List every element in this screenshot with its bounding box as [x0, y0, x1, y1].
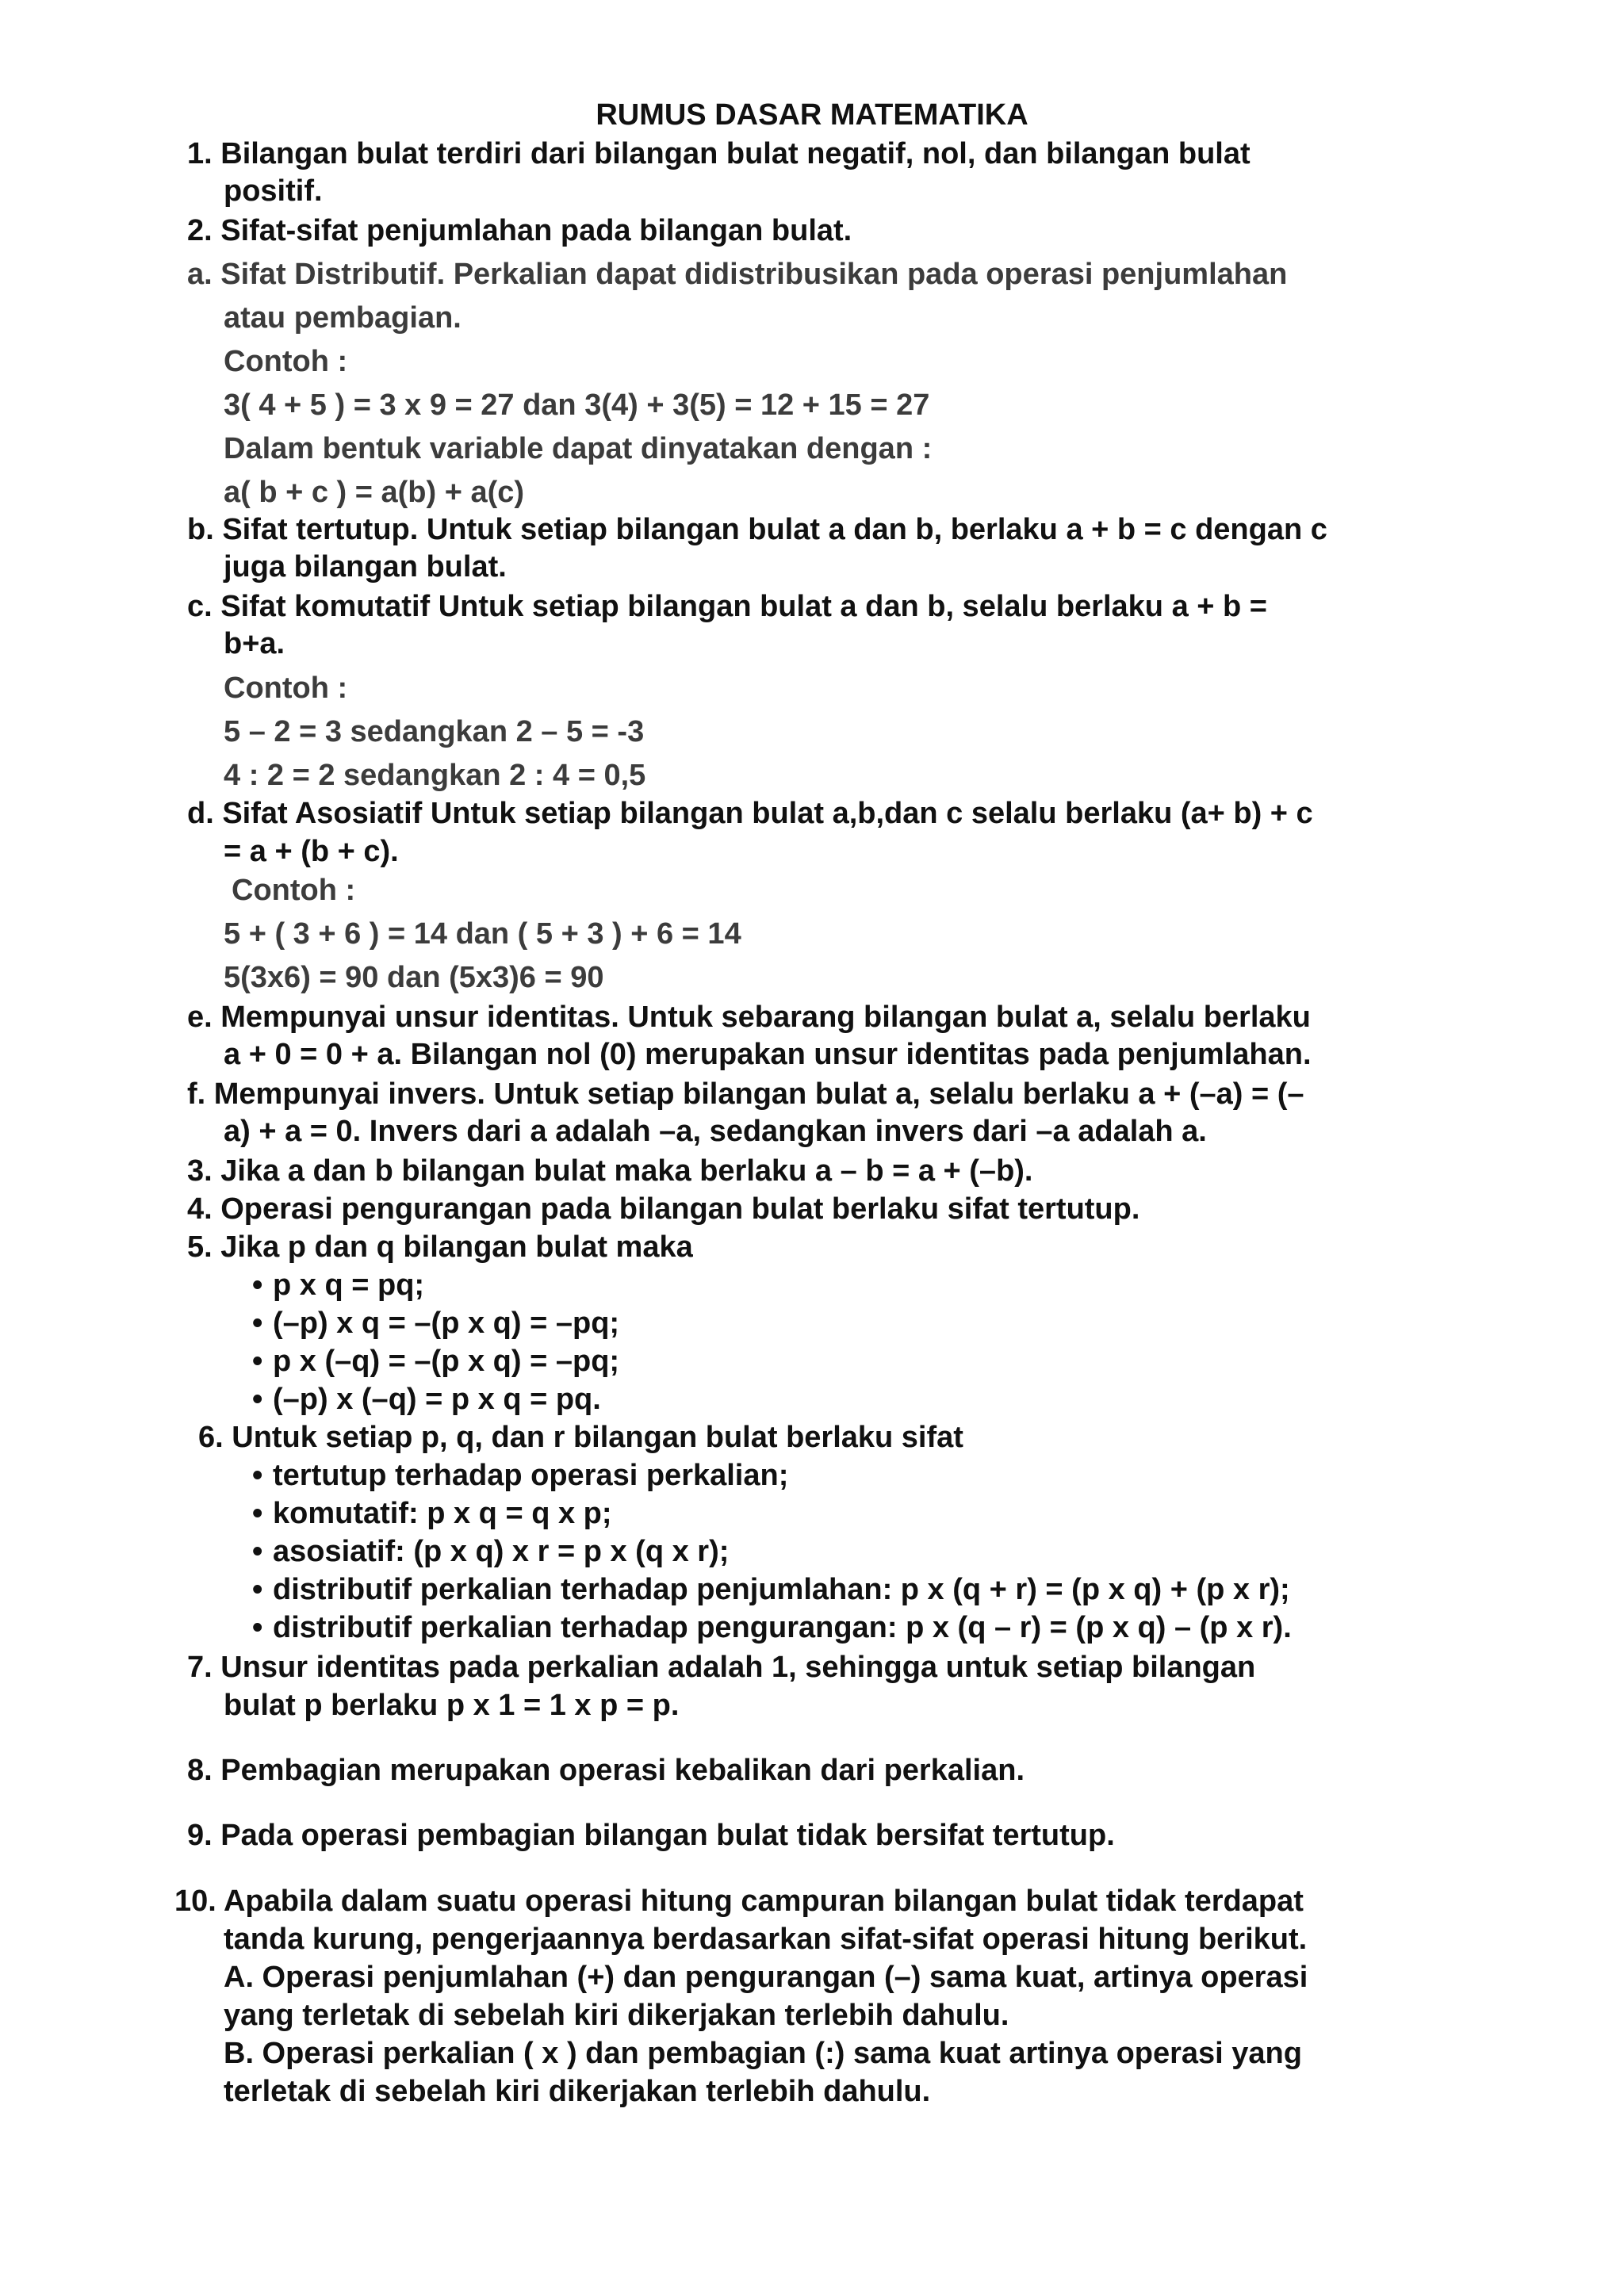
text-line: a) + a = 0. Invers dari a adalah –a, sedangkan invers dari –a adalah a.	[224, 1115, 1207, 1148]
bullet-item: • (–p) x (–q) = p x q = pq.	[273, 1381, 601, 1418]
bullet-item: • distributif perkalian terhadap penjumlahan: p x (q + r) = (p x q) + (p x r);	[273, 1571, 1290, 1608]
text-line: e. Mempunyai unsur identitas. Untuk sebarang bilangan bulat a, selalu berlaku	[187, 1001, 1311, 1034]
text-line: Dalam bentuk variable dapat dinyatakan dengan :	[224, 432, 933, 465]
text-line: positif.	[224, 174, 323, 208]
text-line: Contoh :	[232, 874, 356, 907]
text-line: a( b + c ) = a(b) + a(c)	[224, 476, 525, 509]
text-line: 1. Bilangan bulat terdiri dari bilangan bulat negatif, nol, dan bilangan bulat	[187, 137, 1251, 170]
bullet-item: • p x (–q) = –(p x q) = –pq;	[273, 1343, 619, 1380]
text-line: 9. Pada operasi pembagian bilangan bulat tidak bersifat tertutup.	[187, 1819, 1115, 1852]
text-line: 5 – 2 = 3 sedangkan 2 – 5 = -3	[224, 715, 645, 748]
text-line: b+a.	[224, 627, 285, 660]
text-line: 6. Untuk setiap p, q, dan r bilangan bulat berlaku sifat	[198, 1421, 963, 1454]
text-line: 3( 4 + 5 ) = 3 x 9 = 27 dan 3(4) + 3(5) = 12 + 15 = 27	[224, 388, 930, 422]
text-line: = a + (b + c).	[224, 835, 399, 868]
text-line: B. Operasi perkalian ( x ) dan pembagian (:) sama kuat artinya operasi yang	[224, 2037, 1302, 2070]
text-line: 3. Jika a dan b bilangan bulat maka berlaku a – b = a + (–b).	[187, 1154, 1033, 1188]
text-line: atau pembagian.	[224, 301, 462, 335]
text-line: bulat p berlaku p x 1 = 1 x p = p.	[224, 1689, 680, 1722]
text-line: 4 : 2 = 2 sedangkan 2 : 4 = 0,5	[224, 759, 646, 792]
text-line: 4. Operasi pengurangan pada bilangan bulat berlaku sifat tertutup.	[187, 1192, 1140, 1226]
text-line: a. Sifat Distributif. Perkalian dapat didistribusikan pada operasi penjumlahan	[187, 258, 1288, 291]
document-title: RUMUS DASAR MATEMATIKA	[596, 98, 1028, 132]
text-line: 7. Unsur identitas pada perkalian adalah 1, sehingga untuk setiap bilangan	[187, 1651, 1256, 1684]
bullet-item: • asosiatif: (p x q) x r = p x (q x r);	[273, 1533, 729, 1570]
text-line: b. Sifat tertutup. Untuk setiap bilangan bulat a dan b, berlaku a + b = c dengan c	[187, 513, 1327, 546]
text-line: tanda kurung, pengerjaannya berdasarkan sifat-sifat operasi hitung berikut.	[224, 1923, 1308, 1956]
text-line: 2. Sifat-sifat penjumlahan pada bilangan bulat.	[187, 214, 852, 247]
text-line: f. Mempunyai invers. Untuk setiap bilangan bulat a, selalu berlaku a + (–a) = (–	[187, 1077, 1304, 1111]
text-line: 5(3x6) = 90 dan (5x3)6 = 90	[224, 961, 604, 994]
text-line: c. Sifat komutatif Untuk setiap bilangan bulat a dan b, selalu berlaku a + b =	[187, 590, 1267, 623]
bullet-item: • p x q = pq;	[273, 1267, 424, 1303]
text-line: 5. Jika p dan q bilangan bulat maka	[187, 1230, 693, 1264]
text-line: juga bilangan bulat.	[224, 550, 507, 584]
text-line: Contoh :	[224, 345, 348, 378]
bullet-item: • tertutup terhadap operasi perkalian;	[273, 1457, 788, 1494]
text-line: 8. Pembagian merupakan operasi kebalikan dari perkalian.	[187, 1754, 1025, 1787]
text-line: A. Operasi penjumlahan (+) dan pengurangan (–) sama kuat, artinya operasi	[224, 1961, 1308, 1994]
text-line: yang terletak di sebelah kiri dikerjakan terlebih dahulu.	[224, 1999, 1009, 2032]
text-line: d. Sifat Asosiatif Untuk setiap bilangan bulat a,b,dan c selalu berlaku (a+ b) + c	[187, 797, 1313, 830]
bullet-item: • distributif perkalian terhadap pengurangan: p x (q – r) = (p x q) – (p x r).	[273, 1609, 1292, 1646]
bullet-item: • (–p) x q = –(p x q) = –pq;	[273, 1305, 619, 1341]
text-line: Contoh :	[224, 672, 348, 705]
text-line: 10. Apabila dalam suatu operasi hitung campuran bilangan bulat tidak terdapat	[174, 1885, 1304, 1918]
text-line: a + 0 = 0 + a. Bilangan nol (0) merupakan unsur identitas pada penjumlahan.	[224, 1038, 1312, 1071]
text-line: terletak di sebelah kiri dikerjakan terlebih dahulu.	[224, 2075, 931, 2108]
text-line: 5 + ( 3 + 6 ) = 14 dan ( 5 + 3 ) + 6 = 14	[224, 917, 741, 951]
bullet-item: • komutatif: p x q = q x p;	[273, 1495, 612, 1532]
